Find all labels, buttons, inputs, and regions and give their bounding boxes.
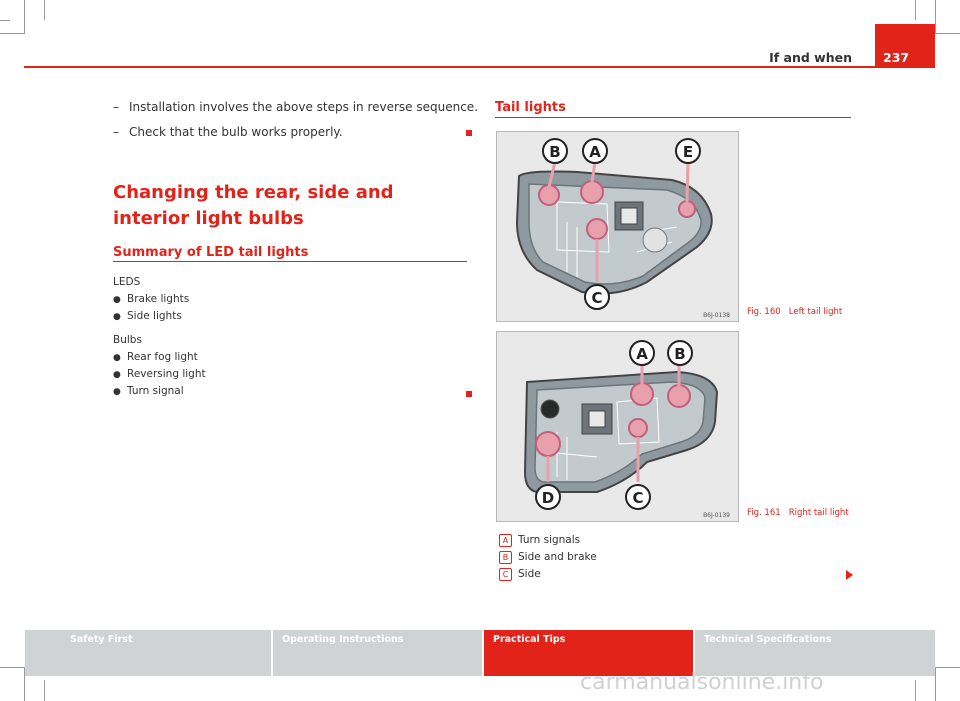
crop-mark	[915, 0, 916, 20]
list-item: ● Side lights	[113, 310, 182, 322]
step-text: Installation involves the above steps in reverse sequence.	[129, 100, 479, 114]
legend-text: Side and brake	[518, 551, 597, 563]
tab-technical-specifications[interactable]: Technical Specifications	[695, 630, 935, 676]
left-tail-light-illustration	[497, 132, 738, 321]
figure-caption	[747, 307, 842, 317]
list-item: ● Reversing light	[113, 368, 206, 380]
legend-text: Turn signals	[518, 534, 581, 546]
crop-mark	[935, 0, 936, 34]
crop-mark	[24, 0, 25, 34]
bullet-icon: ●	[113, 353, 121, 363]
callout-c: C	[632, 489, 644, 507]
leds-label: LEDS	[113, 276, 141, 288]
callout-c: C	[591, 289, 603, 307]
figure-code: B6J-0139	[703, 512, 730, 519]
step-2	[113, 125, 343, 139]
list-item: ● Rear fog light	[113, 351, 198, 363]
crop-mark	[935, 33, 960, 34]
callout-e: E	[682, 143, 694, 161]
step-dash: –	[113, 100, 119, 114]
crop-mark	[935, 667, 960, 668]
chapter-heading: Changing the rear, side and interior light bulbs	[113, 182, 394, 229]
crop-mark	[0, 33, 24, 34]
bullet-icon: ●	[113, 312, 121, 322]
crop-mark	[0, 20, 10, 21]
tab-operating-instructions[interactable]: Operating Instructions	[273, 630, 482, 676]
crop-mark	[915, 680, 916, 701]
section-end-marker	[466, 391, 472, 397]
bullet-icon: ●	[113, 295, 121, 305]
figure-caption	[747, 508, 849, 518]
crop-mark	[44, 680, 45, 701]
list-item: ● Turn signal	[113, 385, 184, 397]
step-dash: –	[113, 125, 119, 139]
watermark: carmanualsonline.info	[580, 670, 824, 695]
running-header-title: If and when	[769, 50, 852, 65]
figure-right-tail-light	[496, 331, 739, 522]
legend-key-c: C	[499, 568, 512, 581]
bulbs-label: Bulbs	[113, 334, 142, 346]
tail-lights-heading-rule	[495, 117, 851, 118]
figure-number: Fig. 160	[747, 307, 781, 317]
legend-key-a: A	[499, 534, 512, 547]
figure-caption-text: Right tail light	[788, 508, 849, 518]
crop-mark	[935, 667, 936, 701]
tab-practical-tips[interactable]: Practical Tips	[484, 630, 693, 676]
list-item: ● Brake lights	[113, 293, 190, 305]
crop-mark	[0, 667, 24, 668]
page-number-box	[875, 24, 935, 68]
right-tail-light-illustration	[497, 332, 738, 521]
step-text: Check that the bulb works properly.	[129, 125, 343, 139]
legend-text: Side	[518, 568, 541, 580]
crop-mark	[44, 0, 45, 20]
legend-key-b: B	[499, 551, 512, 564]
figure-left-tail-light	[496, 131, 739, 322]
callout-b: B	[549, 143, 561, 161]
section-heading: Summary of LED tail lights	[113, 245, 309, 260]
tail-lights-heading: Tail lights	[495, 100, 566, 115]
callout-d: D	[541, 489, 555, 507]
callout-a: A	[636, 345, 648, 363]
step-1	[113, 100, 478, 114]
bullet-icon: ●	[113, 370, 121, 380]
callout-b: B	[674, 345, 686, 363]
figure-code: B6J-0138	[703, 312, 730, 319]
continue-arrow-icon	[846, 570, 853, 580]
section-heading-rule	[113, 261, 467, 262]
section-end-marker	[466, 130, 472, 136]
bullet-icon: ●	[113, 387, 121, 397]
header-rule	[24, 66, 935, 68]
figure-caption-text: Left tail light	[788, 307, 843, 317]
figure-number: Fig. 161	[747, 508, 781, 518]
tab-safety-first[interactable]: Safety First	[25, 630, 271, 676]
page-number: 237	[883, 50, 910, 65]
callout-a: A	[589, 143, 601, 161]
